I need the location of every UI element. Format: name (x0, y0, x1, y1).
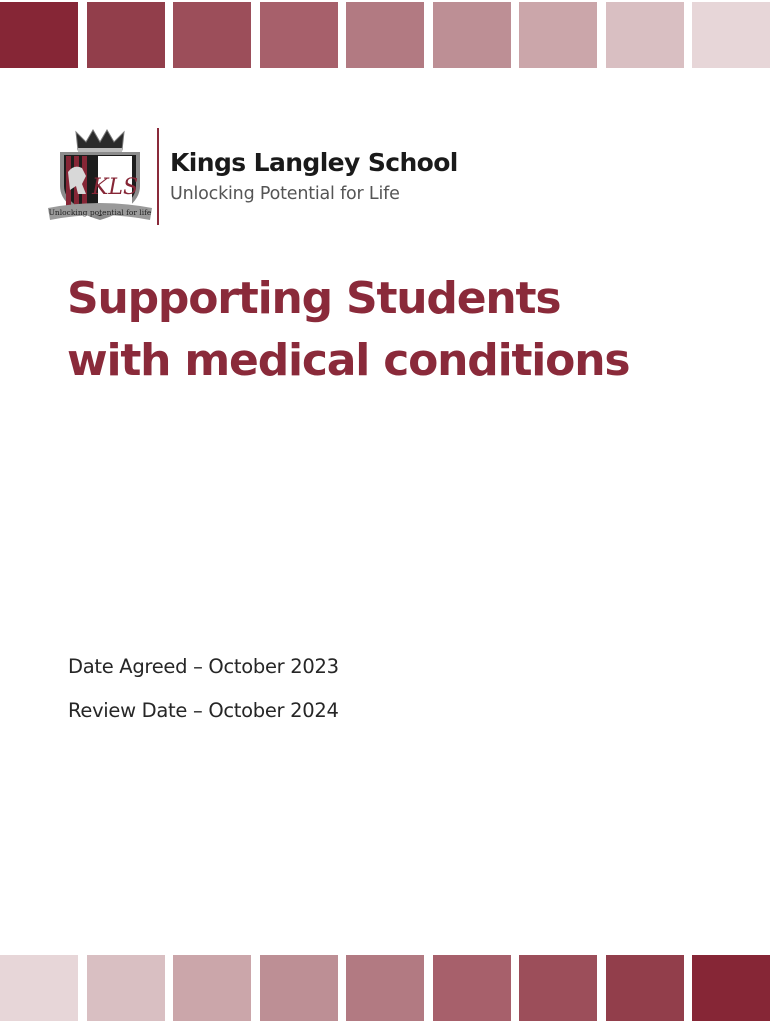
bottom-band-swatch (433, 955, 511, 1021)
school-motto: Unlocking Potential for Life (170, 184, 400, 204)
crest-banner-text: Unlocking potential for life (48, 208, 152, 217)
document-dates (68, 652, 339, 740)
top-band-swatch (606, 2, 684, 68)
top-band-swatch (433, 2, 511, 68)
top-band-swatch (346, 2, 424, 68)
bottom-colour-band (0, 955, 770, 1021)
document-title-line-2: with medical conditions (67, 335, 630, 386)
bottom-band-swatch (692, 955, 770, 1021)
top-band-swatch (0, 2, 78, 68)
document-title-line-1: Supporting Students (67, 273, 561, 324)
bottom-band-swatch (87, 955, 165, 1021)
school-name: Kings Langley School (170, 148, 458, 177)
review-date: Review Date – October 2024 (68, 699, 339, 722)
bottom-band-swatch (0, 955, 78, 1021)
logo-divider (157, 128, 159, 225)
top-colour-band (0, 2, 770, 68)
document-title (67, 268, 629, 392)
bottom-band-swatch (606, 955, 684, 1021)
bottom-band-swatch (260, 955, 338, 1021)
school-crest-icon (46, 128, 154, 226)
top-band-swatch (519, 2, 597, 68)
crest-monogram: KLS (91, 175, 139, 200)
top-band-swatch (87, 2, 165, 68)
bottom-band-swatch (173, 955, 251, 1021)
bottom-band-swatch (346, 955, 424, 1021)
top-band-swatch (692, 2, 770, 68)
top-band-swatch (260, 2, 338, 68)
top-band-swatch (173, 2, 251, 68)
date-agreed: Date Agreed – October 2023 (68, 655, 339, 678)
bottom-band-swatch (519, 955, 597, 1021)
